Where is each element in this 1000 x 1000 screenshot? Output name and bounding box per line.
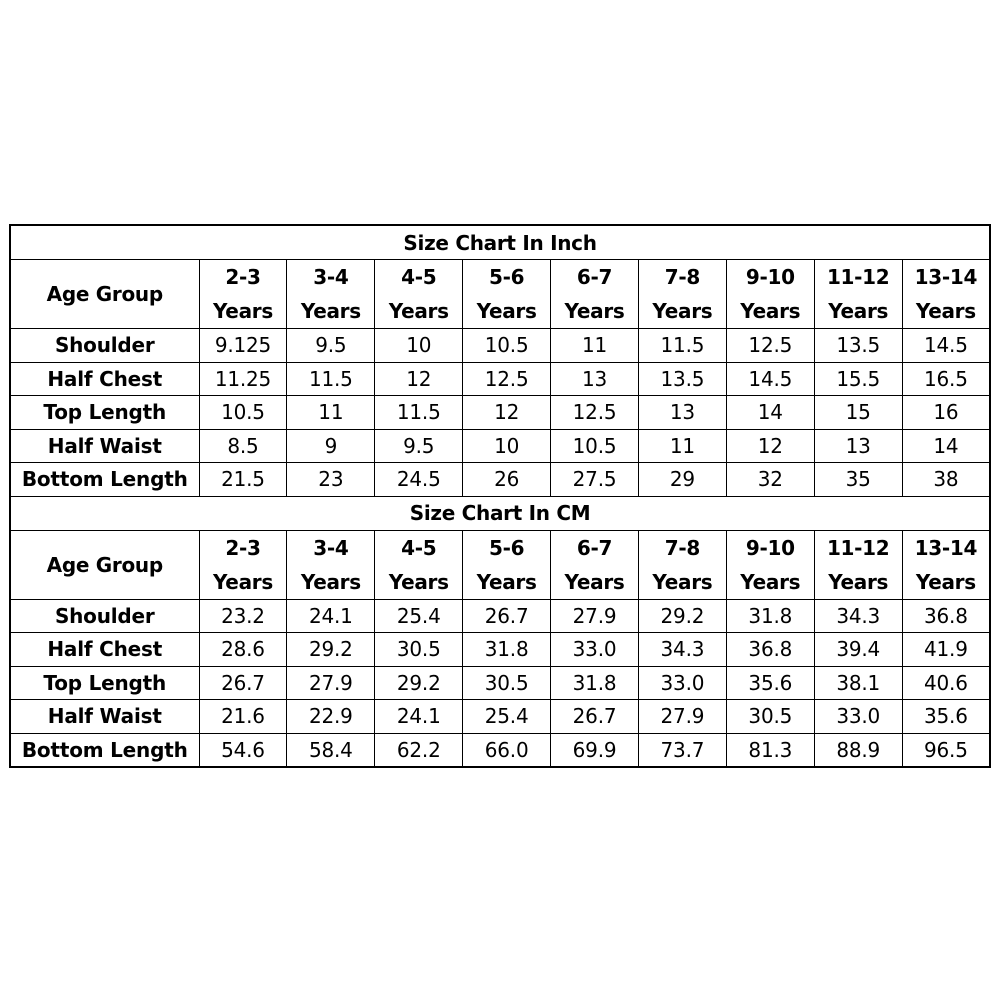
measurement-value: 11 [287, 396, 375, 430]
age-range: 13-14 [914, 535, 978, 560]
measurement-value: 35.6 [726, 666, 814, 700]
inch-age-group-header [726, 260, 814, 329]
age-unit: Years [915, 299, 976, 323]
cm-age-group-header [463, 530, 551, 599]
measurement-value: 21.5 [199, 463, 287, 497]
measurement-value: 31.8 [551, 666, 639, 700]
size-chart-table [9, 224, 991, 768]
measurement-value: 14 [726, 396, 814, 430]
measurement-label: Half Waist [10, 700, 199, 734]
age-range: 5-6 [489, 265, 525, 289]
measurement-value: 13 [551, 362, 639, 396]
measurement-label: Bottom Length [10, 733, 199, 767]
measurement-value: 29.2 [287, 633, 375, 667]
age-range: 6-7 [576, 265, 613, 289]
measurement-value: 36.8 [902, 599, 990, 633]
measurement-value: 27.5 [551, 463, 639, 497]
measurement-value: 23 [287, 463, 375, 497]
inch-age-group-header [902, 260, 990, 329]
age-range: 6-7 [576, 535, 613, 560]
measurement-value: 10.5 [199, 396, 287, 430]
inch-age-group-header [287, 260, 375, 329]
measurement-value: 29 [638, 463, 726, 497]
age-unit: Years [652, 569, 713, 594]
measurement-value: 34.3 [638, 633, 726, 667]
cm-age-group-header [199, 530, 287, 599]
measurement-value: 11 [551, 329, 639, 363]
measurement-label: Shoulder [10, 599, 199, 633]
measurement-value: 38 [902, 463, 990, 497]
measurement-value: 22.9 [287, 700, 375, 734]
measurement-label: Half Waist [10, 429, 199, 463]
cm-age-group-label: Age Group [10, 530, 199, 599]
measurement-value: 10 [463, 429, 551, 463]
measurement-value: 26.7 [463, 599, 551, 633]
inch-age-group-header [814, 260, 902, 329]
measurement-value: 54.6 [199, 733, 287, 767]
table-row [10, 429, 990, 463]
cm-age-group-header [726, 530, 814, 599]
measurement-value: 21.6 [199, 700, 287, 734]
table-row [10, 362, 990, 396]
measurement-value: 34.3 [814, 599, 902, 633]
measurement-value: 10.5 [463, 329, 551, 363]
measurement-value: 12.5 [463, 362, 551, 396]
measurement-value: 26 [463, 463, 551, 497]
measurement-value: 41.9 [902, 633, 990, 667]
inch-age-group-header [463, 260, 551, 329]
measurement-value: 11.5 [375, 396, 463, 430]
age-range: 9-10 [745, 265, 795, 289]
measurement-value: 23.2 [199, 599, 287, 633]
measurement-label: Shoulder [10, 329, 199, 363]
measurement-value: 40.6 [902, 666, 990, 700]
measurement-label: Top Length [10, 396, 199, 430]
measurement-value: 9 [287, 429, 375, 463]
age-unit: Years [828, 569, 889, 594]
measurement-value: 62.2 [375, 733, 463, 767]
inch-table-title: Size Chart In Inch [10, 225, 990, 260]
measurement-value: 12 [463, 396, 551, 430]
measurement-value: 24.1 [287, 599, 375, 633]
measurement-value: 30.5 [375, 633, 463, 667]
cm-age-group-header [375, 530, 463, 599]
size-chart-body [10, 225, 990, 767]
age-unit: Years [212, 569, 273, 594]
table-row [10, 463, 990, 497]
age-unit: Years [388, 569, 449, 594]
measurement-value: 9.5 [375, 429, 463, 463]
age-unit: Years [564, 569, 625, 594]
age-range: 4-5 [401, 265, 437, 289]
age-unit: Years [828, 299, 889, 323]
measurement-value: 81.3 [726, 733, 814, 767]
inch-age-group-header [551, 260, 639, 329]
age-range: 7-8 [664, 535, 701, 560]
measurement-value: 13.5 [638, 362, 726, 396]
age-range: 7-8 [664, 265, 701, 289]
measurement-value: 14 [902, 429, 990, 463]
table-row [10, 666, 990, 700]
measurement-value: 9.5 [287, 329, 375, 363]
cm-title-row [10, 496, 990, 530]
measurement-value: 24.1 [375, 700, 463, 734]
measurement-value: 10.5 [551, 429, 639, 463]
measurement-value: 13 [814, 429, 902, 463]
age-unit: Years [740, 569, 801, 594]
measurement-value: 96.5 [902, 733, 990, 767]
measurement-value: 25.4 [375, 599, 463, 633]
measurement-value: 39.4 [814, 633, 902, 667]
table-row [10, 329, 990, 363]
age-range: 3-4 [313, 265, 349, 289]
measurement-value: 11.25 [199, 362, 287, 396]
age-unit: Years [300, 299, 361, 323]
table-row [10, 599, 990, 633]
measurement-value: 30.5 [463, 666, 551, 700]
measurement-value: 14.5 [902, 329, 990, 363]
measurement-value: 13.5 [814, 329, 902, 363]
measurement-label: Half Chest [10, 633, 199, 667]
inch-age-group-header [638, 260, 726, 329]
measurement-value: 58.4 [287, 733, 375, 767]
cm-age-group-header [814, 530, 902, 599]
age-range: 11-12 [826, 265, 890, 289]
measurement-value: 28.6 [199, 633, 287, 667]
measurement-value: 73.7 [638, 733, 726, 767]
age-range: 5-6 [489, 535, 525, 560]
measurement-label: Top Length [10, 666, 199, 700]
measurement-label: Bottom Length [10, 463, 199, 497]
cm-age-group-header [902, 530, 990, 599]
measurement-value: 11.5 [287, 362, 375, 396]
measurement-value: 29.2 [375, 666, 463, 700]
measurement-value: 11 [638, 429, 726, 463]
table-row [10, 396, 990, 430]
measurement-value: 12 [726, 429, 814, 463]
cm-age-group-header [287, 530, 375, 599]
age-range: 11-12 [826, 535, 890, 560]
table-row [10, 633, 990, 667]
inch-age-group-header [375, 260, 463, 329]
measurement-value: 26.7 [551, 700, 639, 734]
measurement-value: 24.5 [375, 463, 463, 497]
measurement-value: 33.0 [551, 633, 639, 667]
age-range: 3-4 [313, 535, 349, 560]
measurement-value: 33.0 [638, 666, 726, 700]
measurement-value: 36.8 [726, 633, 814, 667]
inch-header-row [10, 260, 990, 329]
measurement-value: 10 [375, 329, 463, 363]
measurement-value: 27.9 [638, 700, 726, 734]
age-unit: Years [564, 299, 625, 323]
measurement-value: 8.5 [199, 429, 287, 463]
age-range: 9-10 [745, 535, 795, 560]
measurement-value: 38.1 [814, 666, 902, 700]
measurement-value: 29.2 [638, 599, 726, 633]
table-row [10, 733, 990, 767]
inch-title-row [10, 225, 990, 260]
cm-age-group-header [551, 530, 639, 599]
measurement-value: 15 [814, 396, 902, 430]
measurement-value: 16.5 [902, 362, 990, 396]
measurement-value: 30.5 [726, 700, 814, 734]
measurement-value: 69.9 [551, 733, 639, 767]
inch-age-group-label: Age Group [10, 260, 199, 329]
measurement-value: 88.9 [814, 733, 902, 767]
age-unit: Years [476, 569, 537, 594]
age-range: 13-14 [914, 265, 978, 289]
measurement-value: 31.8 [463, 633, 551, 667]
age-range: 4-5 [401, 535, 437, 560]
age-unit: Years [388, 299, 449, 323]
measurement-value: 12 [375, 362, 463, 396]
age-unit: Years [652, 299, 713, 323]
cm-age-group-header [638, 530, 726, 599]
measurement-value: 35.6 [902, 700, 990, 734]
measurement-value: 12.5 [551, 396, 639, 430]
age-unit: Years [476, 299, 537, 323]
measurement-value: 12.5 [726, 329, 814, 363]
measurement-value: 27.9 [551, 599, 639, 633]
cm-table-title: Size Chart In CM [10, 496, 990, 530]
age-unit: Years [740, 299, 801, 323]
measurement-value: 27.9 [287, 666, 375, 700]
cm-header-row [10, 530, 990, 599]
measurement-value: 25.4 [463, 700, 551, 734]
measurement-value: 16 [902, 396, 990, 430]
measurement-value: 14.5 [726, 362, 814, 396]
measurement-value: 66.0 [463, 733, 551, 767]
measurement-value: 31.8 [726, 599, 814, 633]
measurement-value: 9.125 [199, 329, 287, 363]
measurement-value: 11.5 [638, 329, 726, 363]
measurement-value: 26.7 [199, 666, 287, 700]
measurement-value: 15.5 [814, 362, 902, 396]
inch-age-group-header [199, 260, 287, 329]
measurement-label: Half Chest [10, 362, 199, 396]
age-range: 2-3 [225, 265, 261, 289]
table-row [10, 700, 990, 734]
age-unit: Years [300, 569, 361, 594]
measurement-value: 35 [814, 463, 902, 497]
age-unit: Years [212, 299, 273, 323]
measurement-value: 33.0 [814, 700, 902, 734]
measurement-value: 32 [726, 463, 814, 497]
age-range: 2-3 [225, 535, 261, 560]
measurement-value: 13 [638, 396, 726, 430]
age-unit: Years [915, 569, 976, 594]
